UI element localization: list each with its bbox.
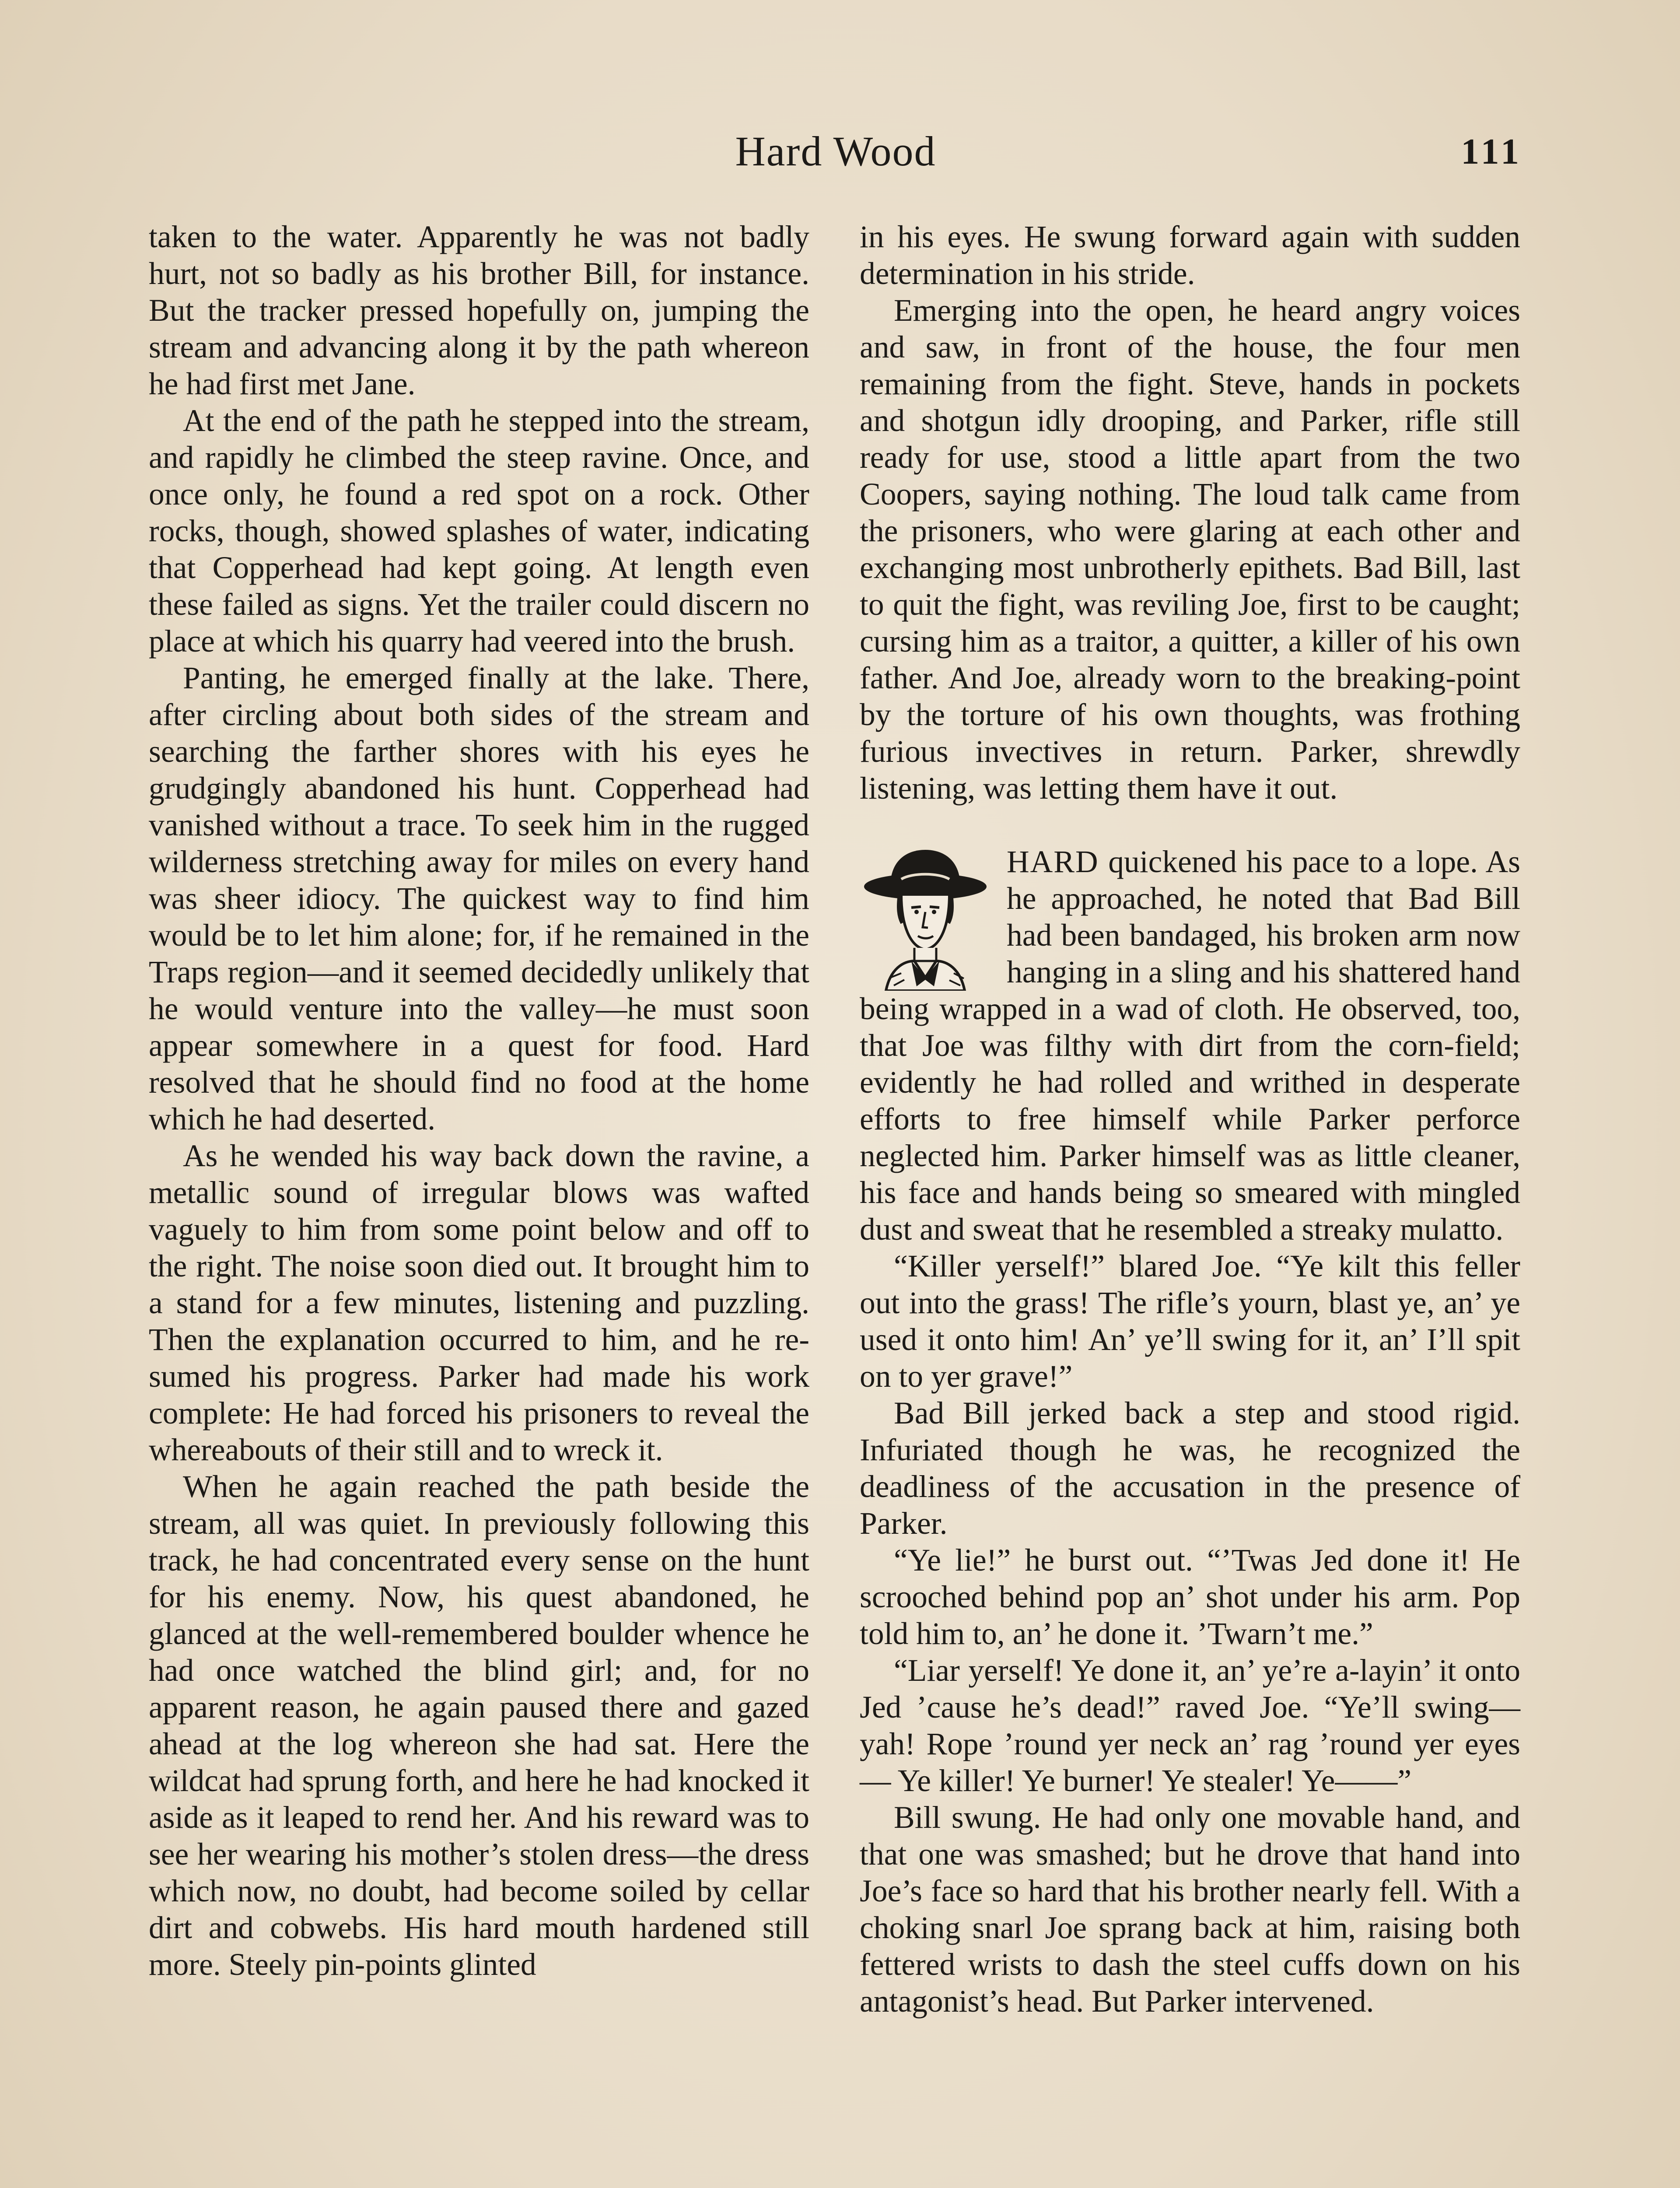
paragraph: Bill swung. He had only one movable hand, and that one was smashed; but he drove that hand into Joe’s face so hard that his brother nearly fell. With a choking snarl Joe sprang back at him, raising both fettered wrists to dash the steel cuffs down on his antagonist’s head. But Parker intervened. — [860, 1800, 1520, 2019]
running-head — [149, 127, 1522, 188]
paragraph: “Killer yerself!” blared Joe. “Ye kilt this feller out into the grass! The rifle’s yourn, blast ye, an’ ye used it onto him! An’ ye’ll swing for it, an’ I’ll spit on to yer grave!” — [860, 1249, 1520, 1394]
paragraph: Panting, he emerged finally at the lake. There, after circling about both sides of the stream and searching the farther shores with his eyes he grudgingly abandoned his hunt. Copperhead had vanished without a trace. To seek him in the rugged wilderness stretching away for miles on every hand was sheer idiocy. The quickest way to find him would be to let him alone; for, if he remained in the Traps region—and it seemed decidedly unlikely that he would venture into the valley—he must soon appear somewhere in a quest for food. Hard resolved that he should find no food at the home which he had deserted. — [149, 661, 809, 1136]
paragraph: “Ye lie!” he burst out. “’Twas Jed done it! He scrooched behind pop an’ shot under his arm. Pop told him to, an’ he done it. ’Twarn’t me.” — [860, 1543, 1520, 1651]
section-lead-word: HARD — [1007, 845, 1099, 879]
paragraph: Bad Bill jerked back a step and stood rigid. Infuriated though he was, he recognized the deadliness of the accusation in the presence of Parker. — [860, 1396, 1520, 1541]
paragraph: Emerging into the open, he heard angry voices and saw, in front of the house, the four men remaining from the fight. Steve, hands in pockets and shotgun idly drooping, and Parker, rifle still ready for use, stood a little apart from the two Coopers, saying nothing. The loud talk came from the prisoners, who were glaring at each other and exchanging most unbrotherly epithets. Bad Bill, last to quit the fight, was reviling Joe, first to be caught; cursing him as a traitor, a quitter, a killer of his own father. And Joe, already worn to the breaking-point by the torture of his own thoughts, was frothing furious invectives in return. Parker, shrewdly listening, was letting them have it out. — [860, 293, 1520, 806]
paragraph: “Liar yerself! Ye done it, an’ ye’re a-layin’ it onto Jed ’cause he’s dead!” raved Joe. “Ye’ll swing—yah! Rope ’round yer neck an’ rag ’round yer eyes— Ye killer! Ye burner! Ye stealer! Ye——” — [860, 1653, 1520, 1798]
page-number: 111 — [1461, 131, 1522, 172]
running-title: Hard Wood — [735, 128, 936, 175]
paragraph: in his eyes. He swung forward again with sudden determination in his stride. — [860, 220, 1520, 291]
paragraph: As he wended his way back down the ravine, a metallic sound of irregular blows was wafted vaguely to him from some point below and off to the right. The noise soon died out. It brought him to a stand for a few minutes, listening and puzzling. Then the explanation occurred to him, and he resumed his progress. Parker had made his work complete: He had forced his prisoners to reveal the whereabouts of their still and to wreck it. — [149, 1139, 809, 1467]
section-opening-paragraph — [860, 844, 1520, 1248]
paragraph: taken to the water. Apparently he was not badly hurt, not so badly as his brother Bill, for instance. But the tracker pressed hopefully on, jumping the stream and advancing along it by the path whereon he had first met Jane. — [149, 220, 809, 401]
paragraph: When he again reached the path beside the stream, all was quiet. In previously following this track, he had concentrated every sense on the hunt for his enemy. Now, his quest abandoned, he glanced at the well-remembered boulder whence he had once watched the blind girl; and, for no apparent reason, he again paused there and gazed ahead at the log whereon she had sat. Here the wildcat had sprung forth, and here he had knocked it aside as it leaped to rend her. And his reward was to see her wearing his mother’s stolen dress—the dress which now, no doubt, had become soiled by cellar dirt and cobwebs. His hard mouth hardened still more. Steely pin-points glinted — [149, 1469, 809, 1982]
right-column — [860, 219, 1520, 2020]
left-column — [149, 219, 809, 1983]
section-paragraph-text: quickened his pace to a lope. As he approached, he noted that Bad Bill had been bandaged, his broken arm now hanging in a sling and his shattered hand being wrapped in a wad of cloth. He observed, too, that Joe was filthy with dirt from the corn-field; evidently he had rolled and writhed in desperate efforts to free himself while Parker perforce neglected him. Parker himself was as little cleaner, his face and hands being so smeared with mingled dust and sweat that he resembled a streaky mulatto. — [860, 845, 1520, 1247]
cowboy-portrait-icon — [860, 846, 995, 991]
paragraph: At the end of the path he stepped into the stream, and rapidly he climbed the steep ravine. Once, and once only, he found a red spot on a rock. Other rocks, though, showed splashes of water, indicating that Copperhead had kept going. At length even these failed as signs. Yet the trailer could discern no place at which his quarry had veered into the brush. — [149, 403, 809, 659]
